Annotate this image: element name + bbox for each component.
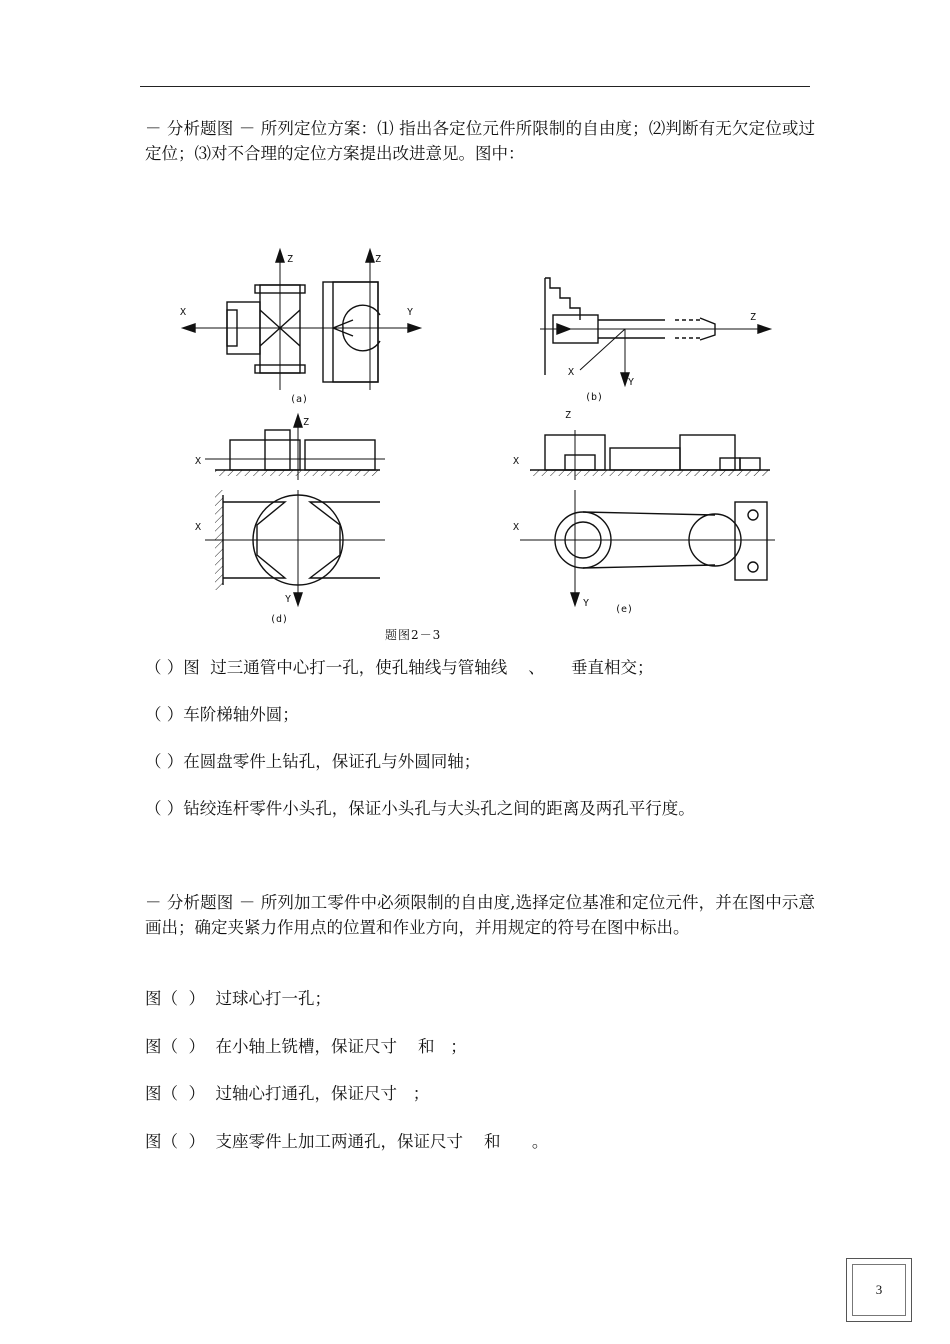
diagram-e-z-label: Z xyxy=(565,410,572,421)
diagram-d-y-label: Y xyxy=(285,594,292,605)
diagram-d-x-label: X xyxy=(195,456,202,467)
section1-intro: － 分析题图 － 所列定位方案：⑴ 指出各定位元件所限制的自由度；⑵判断有无欠定位或过定位；⑶对不合理的定位方案提出改进意见。图中： xyxy=(145,119,815,163)
header-rule xyxy=(140,86,810,87)
section2-item-3: 图（ ） 过轴心打通孔，保证尺寸 ； xyxy=(145,1084,430,1103)
diagram-b-label: (b) xyxy=(585,392,604,403)
section2-item-4: 图（ ） 支座零件上加工两通孔，保证尺寸 和 。 xyxy=(145,1132,549,1151)
diagram-a-x-label: X xyxy=(180,307,187,318)
diagram-b-y-label: Y xyxy=(628,377,635,388)
diagram-a-y-label: Y xyxy=(407,307,414,318)
diagram-e-label: (e) xyxy=(615,604,634,615)
diagram-d-z-label: Z xyxy=(303,417,310,428)
diagram-a-label: (a) xyxy=(290,394,309,405)
page-number: 3 xyxy=(852,1264,906,1316)
diagram-d-x2-label: X xyxy=(195,522,202,533)
diagram-b-x-label: X xyxy=(568,367,575,378)
diagram-d xyxy=(205,415,385,605)
locating-schemes-figure xyxy=(175,240,790,650)
diagram-b-z-label: Z xyxy=(750,312,757,323)
section1-item-4: （ ）钻绞连杆零件小头孔，保证小头孔与大头孔之间的距离及两孔平行度。 xyxy=(145,799,695,818)
section1-item-1: （ ）图 过三通管中心打一孔，使孔轴线与管轴线 、 垂直相交； xyxy=(145,658,654,677)
section2-intro: － 分析题图 － 所列加工零件中必须限制的自由度,选择定位基准和定位元件，并在图中示意画出；确定夹紧力作用点的位置和作业方向，并用规定的符号在图中标出。 xyxy=(145,893,815,937)
diagram-e-x-label: X xyxy=(513,456,520,467)
diagram-e-x2-label: X xyxy=(513,522,520,533)
page-number-box xyxy=(846,1258,912,1322)
diagram-a-z-label: Z xyxy=(287,254,294,265)
diagram-d-label: (d) xyxy=(270,614,289,625)
diagram-e xyxy=(520,430,775,605)
figure-caption: 题图2－3 xyxy=(385,628,442,642)
section1-item-2: （ ）车阶梯轴外圆； xyxy=(145,705,299,724)
diagram-a xyxy=(183,250,420,390)
diagram-b xyxy=(540,278,770,385)
section1-item-3: （ ）在圆盘零件上钻孔，保证孔与外圆同轴； xyxy=(145,752,481,771)
section2-item-1: 图（ ） 过球心打一孔； xyxy=(145,989,331,1008)
diagram-a-z2-label: Z xyxy=(375,254,382,265)
diagram-e-y-label: Y xyxy=(583,598,590,609)
section2-item-2: 图（ ） 在小轴上铣槽，保证尺寸 和 ； xyxy=(145,1037,467,1056)
